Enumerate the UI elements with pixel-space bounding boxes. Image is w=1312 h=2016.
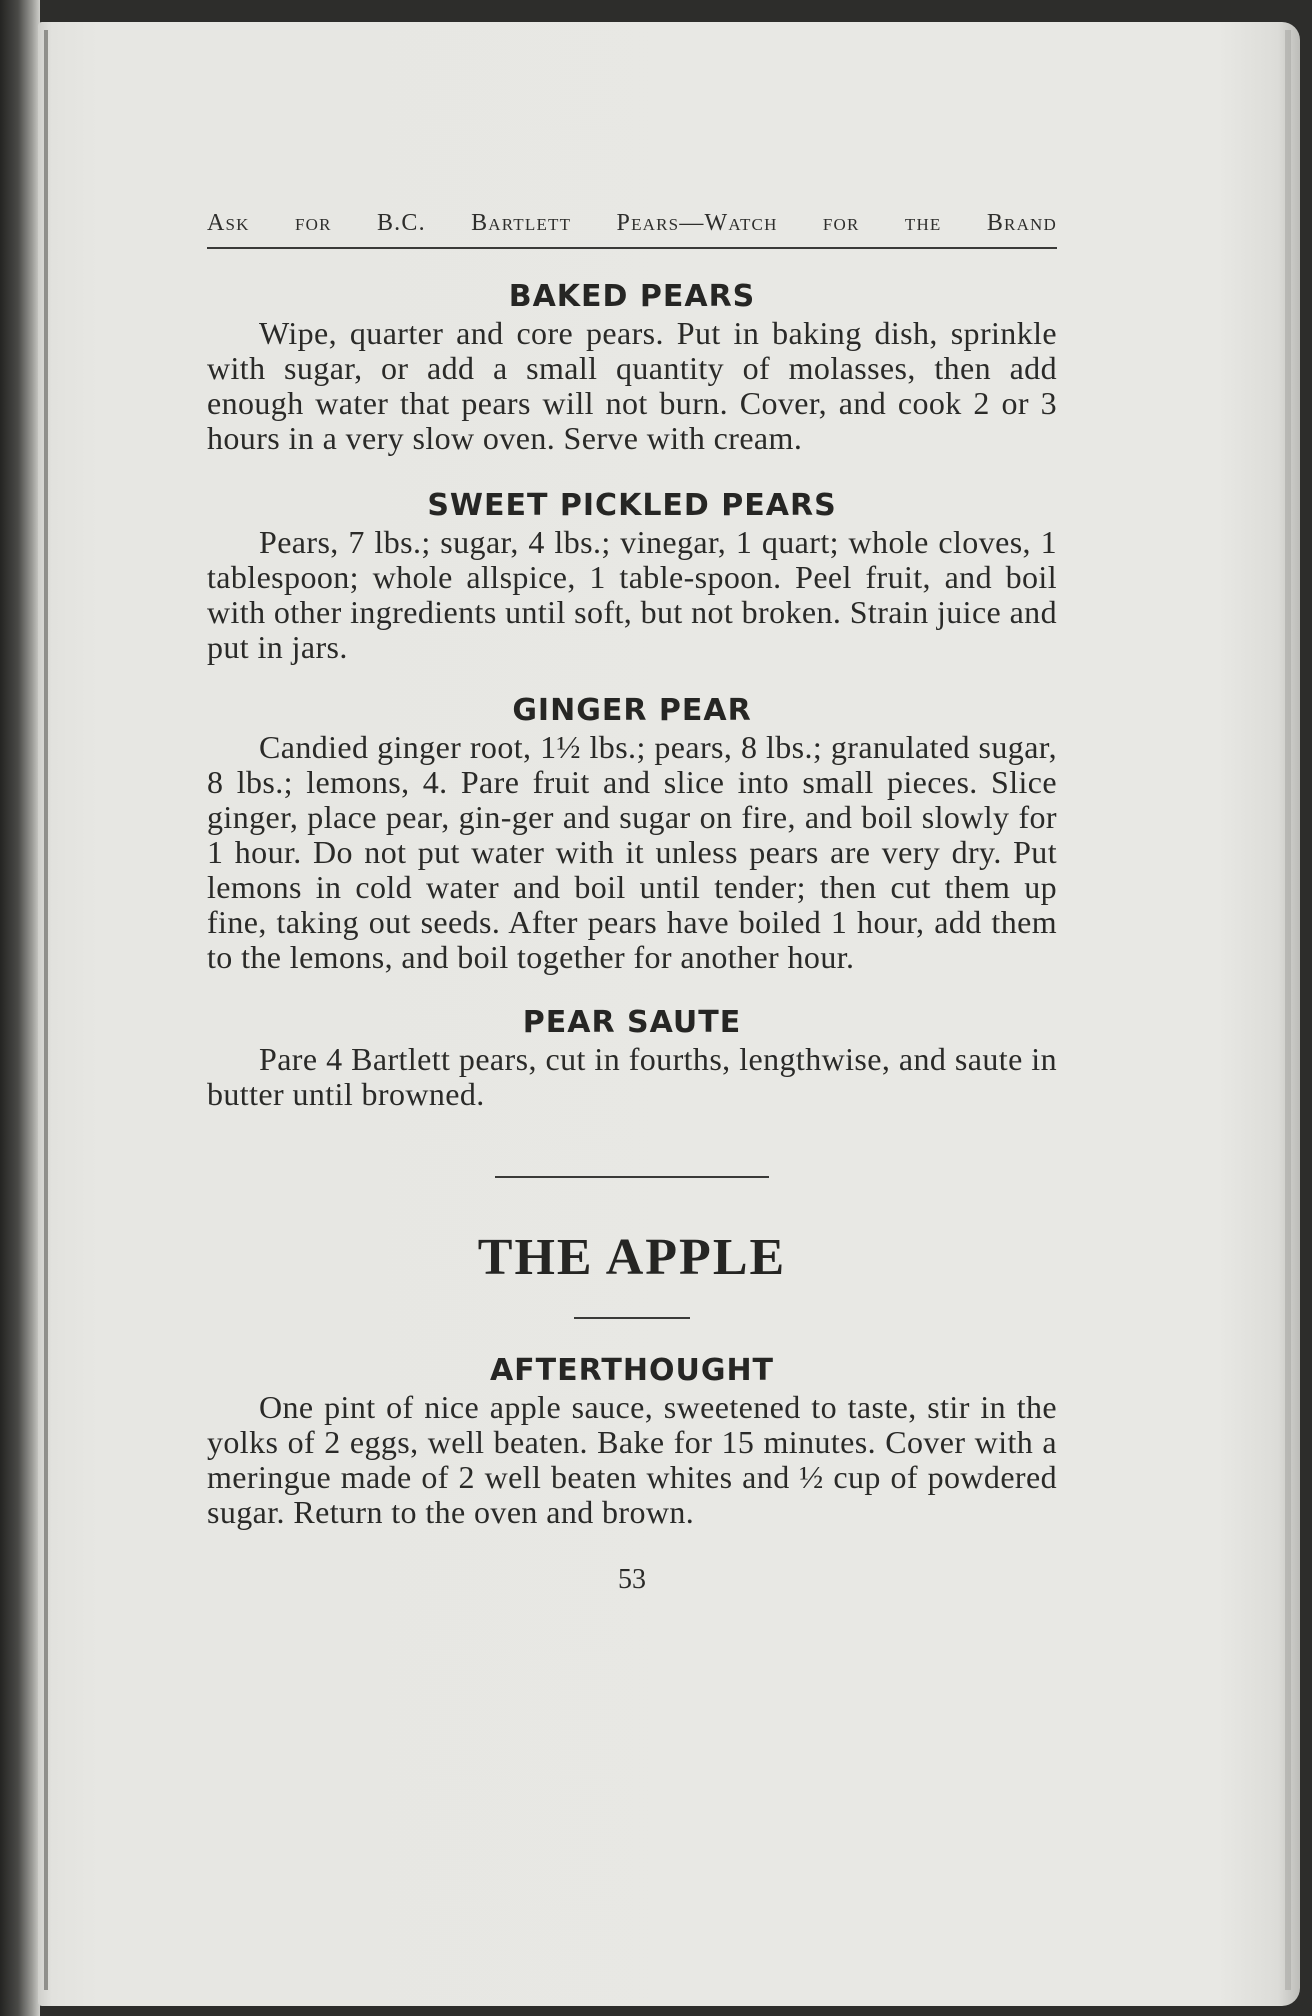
recipe-title-ginger-pear: GINGER PEAR	[512, 693, 752, 728]
section-title-underline	[574, 1317, 690, 1319]
page-edge	[1285, 30, 1291, 1990]
recipe-title-pear-saute: PEAR SAUTE	[522, 1005, 742, 1040]
page-content	[207, 210, 1057, 1596]
recipe-body-ginger-pear: Candied ginger root, 1½ lbs.; pears, 8 lbs.; granulated sugar, 8 lbs.; lemons, 4. Pare fruit and slice into small pieces. Slice ginger, place pear, gin-ger and sugar on fire, and boil slowly for 1 hour. Do not put water with it unless pears are very dry. Put lemons in cold water and boil until tender; then cut them up fine, taking out seeds. After pears have boiled 1 hour, add them to the lemons, and boil together for another hour.	[207, 729, 1057, 975]
recipe-title-baked-pears: BAKED PEARS	[508, 279, 756, 314]
section-divider	[495, 1176, 769, 1178]
recipe-body-baked-pears: Wipe, quarter and core pears. Put in baking dish, sprinkle with sugar, or add a small quantity of molasses, then add enough water that pears will not burn. Cover, and cook 2 or 3 hours in a very slow oven. Serve with cream.	[207, 315, 1057, 456]
recipe-body-sweet-pickled-pears: Pears, 7 lbs.; sugar, 4 lbs.; vinegar, 1 quart; whole cloves, 1 tablespoon; whole allspice, 1 table-spoon. Peel fruit, and boil with other ingredients until soft, but not broken. Strain juice and put in jars.	[207, 524, 1057, 665]
page-gutter-line	[44, 30, 48, 1990]
recipe-body-pear-saute: Pare 4 Bartlett pears, cut in fourths, lengthwise, and saute in butter until browned.	[207, 1041, 1057, 1112]
running-head: Ask for B.C. Bartlett Pears—Watch for the Brand	[207, 210, 1057, 249]
section-title: THE APPLE	[477, 1229, 787, 1286]
recipe-title-afterthought: AFTERTHOUGHT	[489, 1353, 775, 1388]
page-number: 53	[618, 1564, 646, 1595]
recipe-body-afterthought: One pint of nice apple sauce, sweetened to taste, stir in the yolks of 2 eggs, well beaten. Bake for 15 minutes. Cover with a meringue made of 2 well beaten whites and ½ cup of powdered sugar. Return to the oven and brown.	[207, 1389, 1057, 1530]
book-spine	[0, 0, 40, 2016]
recipe-title-sweet-pickled-pears: SWEET PICKLED PEARS	[427, 488, 837, 523]
